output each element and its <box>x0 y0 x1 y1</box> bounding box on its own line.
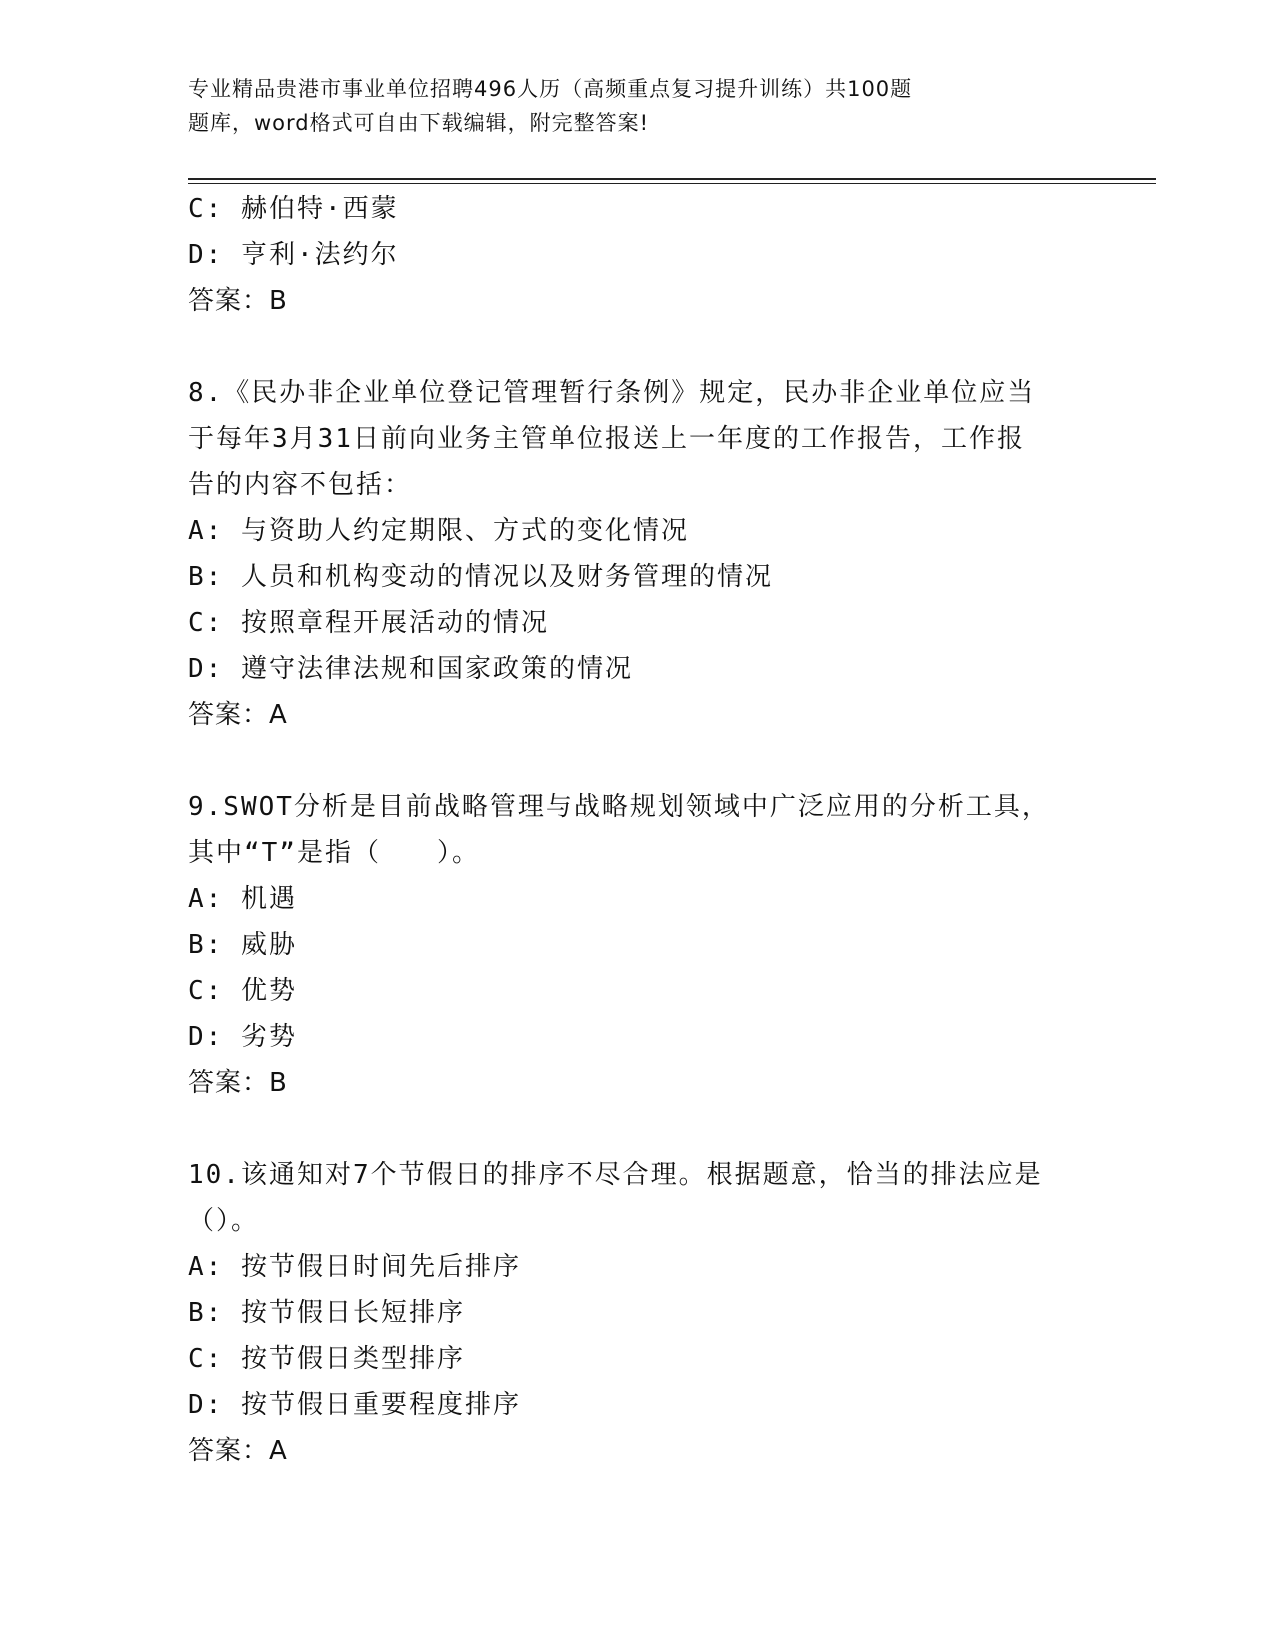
header-divider <box>188 178 1156 180</box>
question-stem: 其中“T”是指（ ）。 <box>188 838 480 868</box>
question-block-7 <box>188 186 1088 324</box>
option-c: C: 按节假日类型排序 <box>188 1344 465 1374</box>
option-d: D: 亨利·法约尔 <box>188 240 399 270</box>
answer-label: 答案：B <box>188 1068 288 1098</box>
question-block-8 <box>188 370 1088 738</box>
question-stem: 8.《民办非企业单位登记管理暂行条例》规定，民办非企业单位应当 <box>188 378 1036 408</box>
option-c: C: 赫伯特·西蒙 <box>188 194 399 224</box>
question-stem: 告的内容不包括： <box>188 470 413 500</box>
question-stem: 10.该通知对7个节假日的排序不尽合理。根据题意，恰当的排法应是 <box>188 1160 1043 1190</box>
option-a: A: 与资助人约定期限、方式的变化情况 <box>188 516 689 546</box>
question-stem: （）。 <box>188 1206 260 1236</box>
spacer <box>188 324 1088 370</box>
option-b: B: 人员和机构变动的情况以及财务管理的情况 <box>188 562 773 592</box>
option-d: D: 劣势 <box>188 1022 297 1052</box>
answer-label: 答案：A <box>188 1436 288 1466</box>
spacer <box>188 1106 1088 1152</box>
question-stem: 9.SWOT分析是目前战略管理与战略规划领域中广泛应用的分析工具， <box>188 792 1050 822</box>
document-header <box>188 72 1028 140</box>
option-a: A: 机遇 <box>188 884 297 914</box>
spacer <box>188 738 1088 784</box>
header-divider-thin <box>188 183 1156 184</box>
answer-label: 答案：A <box>188 700 288 730</box>
option-b: B: 威胁 <box>188 930 297 960</box>
option-a: A: 按节假日时间先后排序 <box>188 1252 521 1282</box>
option-d: D: 遵守法律法规和国家政策的情况 <box>188 654 633 684</box>
option-c: C: 按照章程开展活动的情况 <box>188 608 549 638</box>
question-stem: 于每年3月31日前向业务主管单位报送上一年度的工作报告，工作报 <box>188 424 1025 454</box>
option-b: B: 按节假日长短排序 <box>188 1298 465 1328</box>
option-c: C: 优势 <box>188 976 297 1006</box>
option-d: D: 按节假日重要程度排序 <box>188 1390 521 1420</box>
header-title-line-2: 题库，word格式可自由下载编辑，附完整答案! <box>188 111 650 135</box>
answer-label: 答案：B <box>188 286 288 316</box>
question-block-9 <box>188 784 1088 1106</box>
question-block-10 <box>188 1152 1088 1474</box>
question-list <box>188 186 1088 1474</box>
header-title-line-1: 专业精品贵港市事业单位招聘496人历（高频重点复习提升训练）共100题 <box>188 77 913 101</box>
